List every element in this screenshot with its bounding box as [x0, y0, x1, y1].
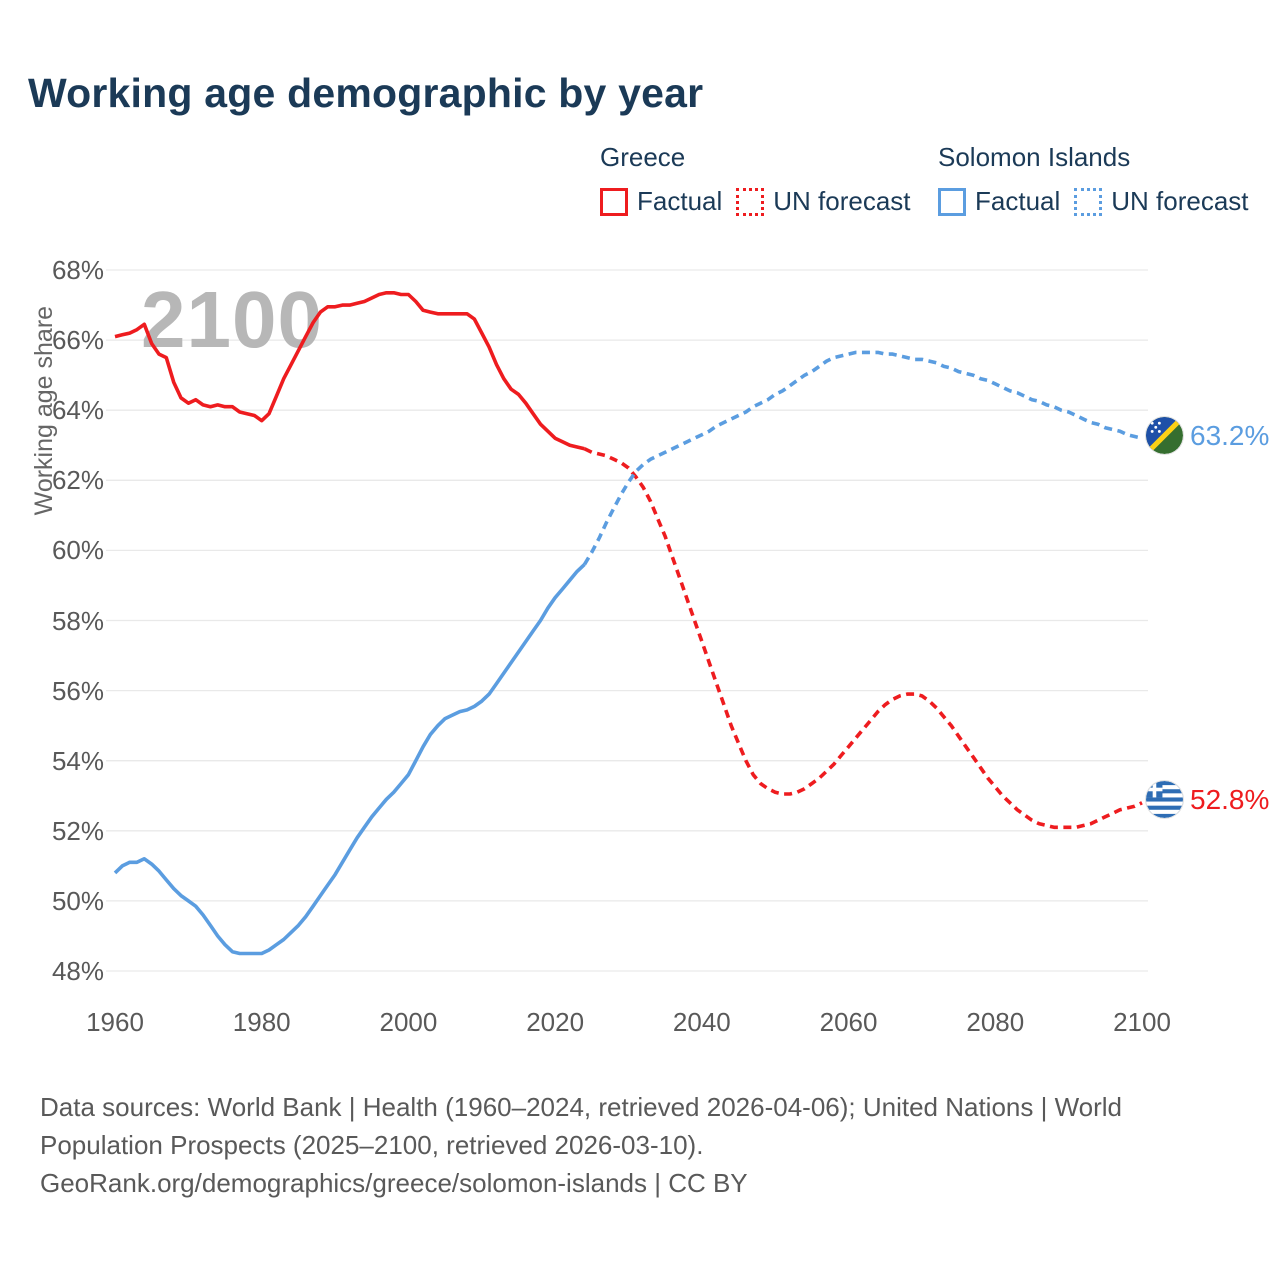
- y-tick-label: 62%: [51, 465, 104, 496]
- legend-group-solomon-islands: [938, 142, 1249, 217]
- legend-item-solomon-forecast: [1074, 186, 1248, 217]
- y-tick-label: 66%: [51, 325, 104, 356]
- y-tick-label: 50%: [51, 885, 104, 916]
- end-label-greece: [1146, 781, 1269, 818]
- page-title: Working age demographic by year: [28, 70, 704, 116]
- greece-flag-icon: [1146, 781, 1183, 818]
- y-tick-label: 58%: [51, 605, 104, 636]
- end-value-solomon-islands: 63.2%: [1190, 419, 1270, 451]
- legend-item-greece-forecast: [736, 186, 910, 217]
- y-tick-label: 64%: [51, 395, 104, 426]
- y-axis-title: Working age share: [30, 305, 58, 516]
- x-tick-label: 2000: [379, 1007, 438, 1037]
- legend-item-label: UN forecast: [773, 186, 911, 216]
- data-sources-text: Data sources: World Bank | Health (1960–2024, retrieved 2026-04-06); United Nations | World Population Prospects (2025–2100, retrieved 2026-03-10).: [40, 1092, 1123, 1160]
- x-tick-label: 2060: [819, 1007, 878, 1037]
- legend-item-label: UN forecast: [1111, 186, 1249, 216]
- legend-swatch-dotted-blue: [1074, 188, 1102, 216]
- legend-group-title: Solomon Islands: [938, 142, 1131, 172]
- y-tick-label: 48%: [51, 956, 104, 986]
- legend-item-label: Factual: [975, 186, 1061, 216]
- solomon-islands-flag-icon: [1146, 417, 1183, 454]
- legend-swatch-dotted-red: [736, 188, 764, 216]
- footer-attribution: [40, 1088, 1155, 1202]
- x-tick-label: 2020: [526, 1007, 585, 1037]
- x-tick-label: 2100: [1113, 1007, 1171, 1037]
- x-tick-label: 1980: [232, 1007, 291, 1037]
- legend-item-greece-factual: [600, 186, 722, 217]
- attribution-link-text: GeoRank.org/demographics/greece/solomon-islands | CC BY: [40, 1168, 748, 1198]
- legend-swatch-solid-blue: [938, 188, 966, 216]
- end-value-greece: 52.8%: [1190, 783, 1270, 815]
- y-tick-label: 68%: [51, 255, 104, 285]
- y-tick-label: 52%: [51, 815, 104, 846]
- y-tick-label: 56%: [51, 675, 104, 706]
- watermark-year: 2100: [141, 275, 323, 364]
- legend-group-title: Greece: [600, 142, 686, 172]
- end-label-solomon-islands: [1146, 417, 1269, 454]
- x-tick-label: 2040: [672, 1007, 731, 1037]
- series-line-solomon-islands-factual: [115, 564, 585, 953]
- legend-group-greece: [600, 142, 911, 217]
- y-tick-label: 54%: [51, 745, 104, 776]
- legend-item-label: Factual: [637, 186, 723, 216]
- x-tick-label: 1960: [86, 1007, 144, 1037]
- series-line-greece-un-forecast: [585, 449, 1143, 828]
- legend-item-solomon-factual: [938, 186, 1060, 217]
- y-tick-label: 60%: [51, 535, 104, 566]
- series-line-solomon-islands-un-forecast: [585, 352, 1143, 564]
- legend-swatch-solid-red: [600, 188, 628, 216]
- x-tick-label: 2080: [966, 1007, 1025, 1037]
